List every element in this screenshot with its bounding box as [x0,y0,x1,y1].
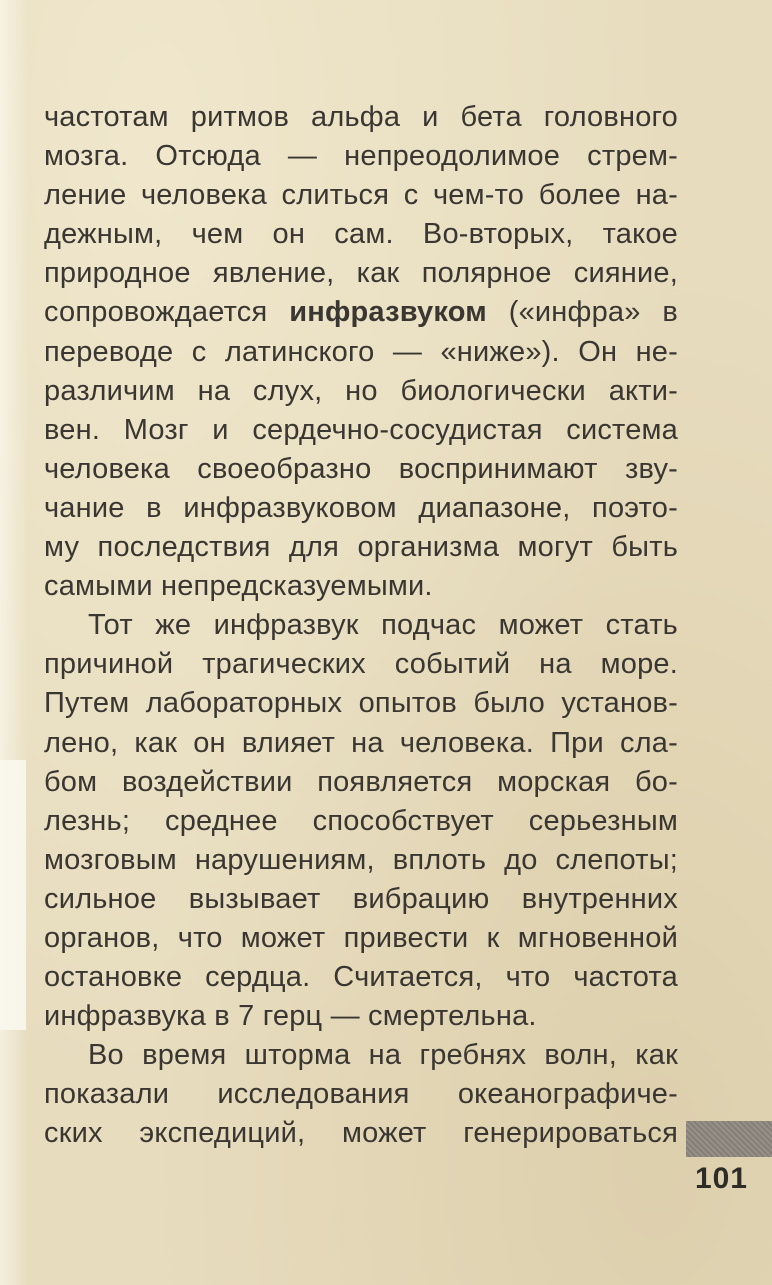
text-line: вен. Мозг и сердечно-сосудистая система [44,413,678,446]
text-line: Во время шторма на гребнях волн, как [88,1039,678,1072]
text-line: частотам ритмов альфа и бета головного [44,101,678,133]
body-text [44,98,678,1154]
text-line: сильное вызывает вибрацию внутренних [44,882,678,915]
text-line: человека своеобразно воспринимают зву- [44,452,678,485]
bold-term: инфразвуком [289,296,487,329]
text-line: Тот же инфразвук подчас может стать [88,609,678,642]
text-line: переводе с латинского — «ниже»). Он не- [44,335,678,368]
text-line: лезнь; среднее способствует серьезным [44,804,678,837]
text-line: инфразвука в 7 герц — смертельна. [44,1000,537,1033]
text-line: природное явление, как полярное сияние, [44,257,678,290]
page-number: 101 [694,1162,748,1195]
text-line-with-term [44,293,678,332]
text-fragment: («инфра» в [486,296,678,329]
text-line: чание в инфразвуковом диапазоне, поэто- [44,491,678,524]
text-line: показали исследования океанографиче- [44,1078,678,1111]
text-line: остановке сердца. Считается, что частота [44,961,678,994]
text-line: самыми непредсказуемыми. [44,570,433,603]
text-line: Путем лабораторных опытов было установ- [44,687,678,720]
page-left-edge-strip [0,760,26,1030]
text-line: ских экспедиций, может генерироваться [44,1117,678,1150]
text-line: мозга. Отсюда — непреодолимое стрем- [44,140,678,173]
text-line: мозговым нарушениям, вплоть до слепоты; [44,843,678,876]
text-line: органов, что может привести к мгновенной [44,921,678,954]
text-line: бом воздействии появляется морская бо- [44,765,678,798]
text-line: причиной трагических событий на море. [44,648,678,681]
text-line: дежным, чем он сам. Во-вторых, такое [44,218,678,251]
text-line: ление человека слиться с чем-то более на- [44,179,678,212]
page-left-edge [0,0,28,1285]
text-line: лено, как он влияет на человека. При сла- [44,726,678,759]
text-line: му последствия для организма могут быть [44,531,678,564]
text-fragment: сопровождается [44,296,290,329]
thumb-index-tab [686,1121,772,1157]
text-line: различим на слух, но биологически акти- [44,374,678,407]
